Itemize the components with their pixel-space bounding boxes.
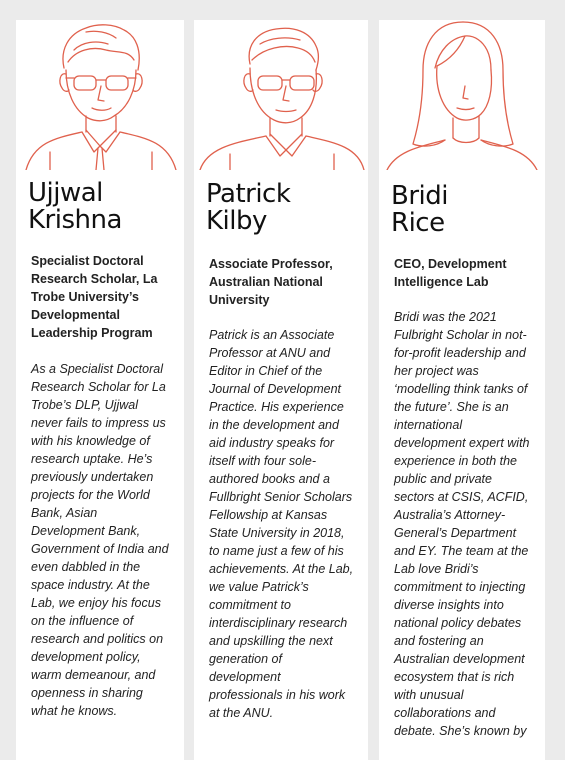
- person-card-bridi: [379, 20, 545, 760]
- person-bio: Bridi was the 2021 Fulbright Scholar in not-for-profit leadership and her project was ‘modelling think tanks of the future’. She is an international development expert with experience in both the public and private sectors at CSIS, ACFID, Australia’s Attorney-General’s Department and EY. The team at the Lab love Bridi’s commitment to injecting diverse insights into national policy debates and fostering an Australian development ecosystem that is rich with unusual collaborations and debate. She’s known by: [394, 310, 530, 738]
- person-card-patrick: [194, 20, 368, 760]
- person-bio: As a Specialist Doctoral Research Scholar for La Trobe’s DLP, Ujjwal never fails to impress us with his knowledge of research uptake. He’s previously undertaken projects for the World Bank, Asian Development Bank, Government of India and even dabbled in the space industry. At the Lab, we enjoy his focus on the influence of research and politics on development policy, warm demeanour, and openness in sharing what he knows.: [31, 362, 169, 718]
- person-role: CEO, Development Intelligence Lab: [394, 257, 507, 289]
- person-card-ujjwal: [16, 20, 184, 760]
- person-name: Bridi Rice: [391, 181, 448, 238]
- woman-portrait-icon: [379, 20, 545, 170]
- man-portrait-icon: [16, 20, 184, 170]
- person-name: Ujjwal Krishna: [28, 178, 122, 235]
- person-role: Associate Professor, Australian National University: [209, 257, 333, 307]
- person-role: Specialist Doctoral Research Scholar, La Trobe University’s Developmental Leadership Program: [31, 254, 158, 340]
- person-name: Patrick Kilby: [206, 179, 291, 236]
- person-bio: Patrick is an Associate Professor at ANU and Editor in Chief of the Journal of Development Practice. His experience in the development and aid industry speaks for itself with four sole-authored books and a Fullbright Senior Scholars Fellowship at Kansas State University in 2018, to name just a few of his achievements. At the Lab, we value Patrick’s commitment to interdisciplinary research and upskilling the next generation of development professionals in his work at the ANU.: [209, 328, 354, 720]
- man-portrait-icon: [194, 20, 368, 170]
